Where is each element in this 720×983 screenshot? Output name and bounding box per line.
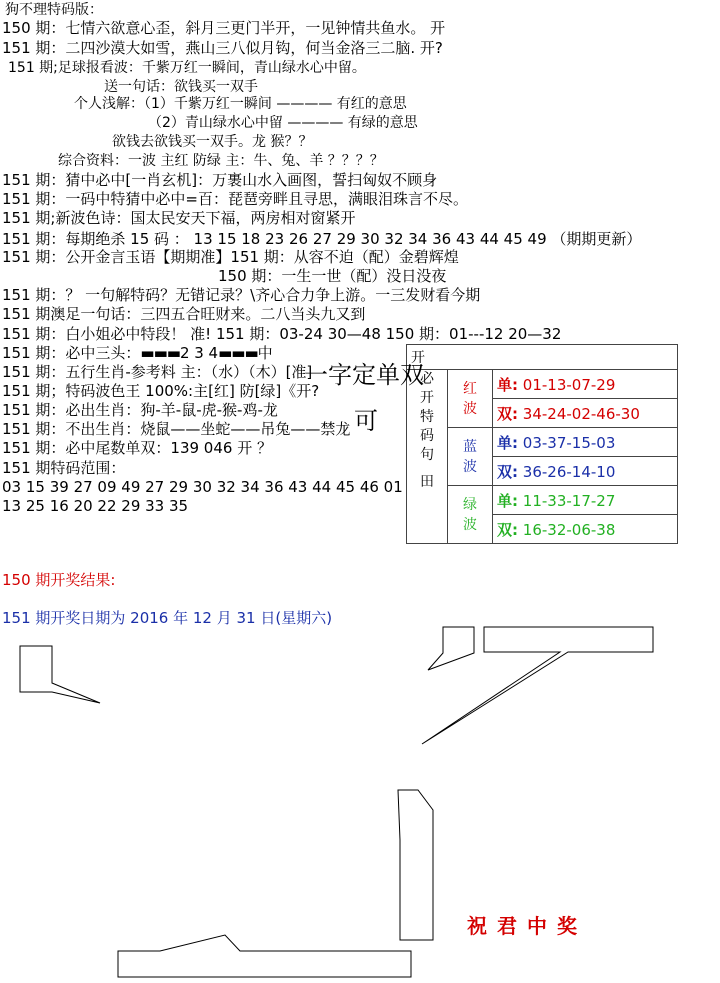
line-wave-king: 151 期；特码波色王 100%:主[红] 防[绿]《开?: [2, 382, 320, 400]
line-one-phrase: 151 期：？ 一句解特码？无错记录？\齐心合力争上游。一三发财看今期: [2, 286, 481, 304]
line-summary: 综合资料：一波 主红 防绿 主：牛、兔、羊 ？？？？: [58, 153, 384, 169]
line-personal-2: （2）青山绿水心中留 ———— 有绿的意思: [148, 115, 418, 131]
line-guess-zodiac: 151 期：猜中必中[一肖玄机]：万裹山水入画图，誓扫匈奴不顾身: [2, 171, 438, 189]
result-date: 151 期开奖日期为 2016 年 12 月 31 日(星期六): [2, 609, 333, 627]
line-new-wave-poem: 151 期;新波色诗：国太民安天下福，两房相对窗紧开: [2, 209, 356, 227]
line-special-range: 151 期：白小姐必中特段！ 准! 151 期：03-24 30—48 150 期：01---12 20—32: [2, 325, 562, 343]
line-150-riddle: 150 期：七情六欲意心歪，斜月三更门半开，一见钟情共鱼水。 开: [2, 19, 446, 37]
three-heads-bars-right: ▬▬▬: [218, 344, 258, 362]
blue-double: 双: 36-26-14-10: [493, 457, 678, 486]
three-heads-label: 151 期：必中三头：: [2, 344, 141, 362]
line-150-golden: 150 期：一生一世（配）没日没夜: [218, 267, 447, 285]
line-aus-football: 151 期澳足一句话：三四五合旺财来。二八当头九又到: [2, 305, 366, 323]
red-double: 双: 34-24-02-46-30: [493, 399, 678, 428]
overlay-ok: 可: [354, 407, 378, 435]
line-range-label: 151 期特码范围：: [2, 459, 126, 477]
overlay-single-double: 一字定单双: [304, 361, 424, 389]
page-title: 狗不理特码版：: [5, 2, 103, 18]
line-five-elements: 151 期：五行生肖-参考料 主：（水）（木）[准]: [2, 363, 313, 381]
line-one-code: 151 期：一码中特猜中必中=百：琵琶旁畔且寻思，满眼泪珠言不尽。: [2, 190, 468, 208]
wave-red-label: 红波: [448, 370, 493, 428]
table-vertical-label: 必开特码句 田: [407, 370, 448, 544]
line-personal-1: 个人浅解：（1）千紫万红一瞬间 ———— 有红的意思: [74, 96, 407, 112]
line-football-wave: 151 期;足球报看波：千紫万红一瞬间，青山绿水心中留。: [8, 60, 366, 76]
green-double: 双: 16-32-06-38: [493, 515, 678, 544]
line-kill-codes: 151 期：每期绝杀 15 码 ： 13 15 18 23 26 27 29 30 32 34 36 43 44 45 49 （期期更新）: [2, 230, 642, 248]
table-header: 开: [407, 345, 678, 370]
result-title: 150 期开奖结果:: [2, 571, 116, 589]
green-single: 单: 11-33-17-27: [493, 486, 678, 515]
line-not-zodiac: 151 期：不出生肖：烧鼠——坐蛇——吊兔——禁龙: [2, 420, 351, 438]
blessing-text: 祝君中奖: [467, 914, 587, 938]
blue-single: 单: 03-37-15-03: [493, 428, 678, 457]
line-range-numbers-1: 03 15 39 27 09 49 27 29 30 32 34 36 43 44 45 46 01: [2, 478, 403, 496]
line-must-zodiac: 151 期：必出生肖：狗-羊-鼠-虎-猴-鸡-龙: [2, 401, 278, 419]
line-send-phrase: 送一句话：欲钱买一双手: [104, 79, 258, 95]
three-heads-bars-left: ▬▬▬: [140, 344, 180, 362]
line-tail-numbers: 151 期：必中尾数单双：139 046 开 ？: [2, 439, 272, 457]
line-range-numbers-2: 13 25 16 20 22 29 33 35: [2, 497, 189, 515]
wave-blue-label: 蓝波: [448, 428, 493, 486]
three-heads-digits: 2 3 4: [179, 344, 219, 362]
line-151-riddle: 151 期：二四沙漠大如雪，燕山三八似月钩，何当金洛三二脑. 开?: [2, 39, 443, 57]
wave-green-label: 绿波: [448, 486, 493, 544]
three-heads-end: 中: [257, 344, 273, 362]
red-single: 单: 01-13-07-29: [493, 370, 678, 399]
line-golden-words: 151 期：公开金言玉语【期期准】151 期：从容不迫（配）金碧辉煌: [2, 248, 459, 266]
line-want-money: 欲钱去欲钱买一双手。龙 猴？？: [112, 134, 313, 150]
